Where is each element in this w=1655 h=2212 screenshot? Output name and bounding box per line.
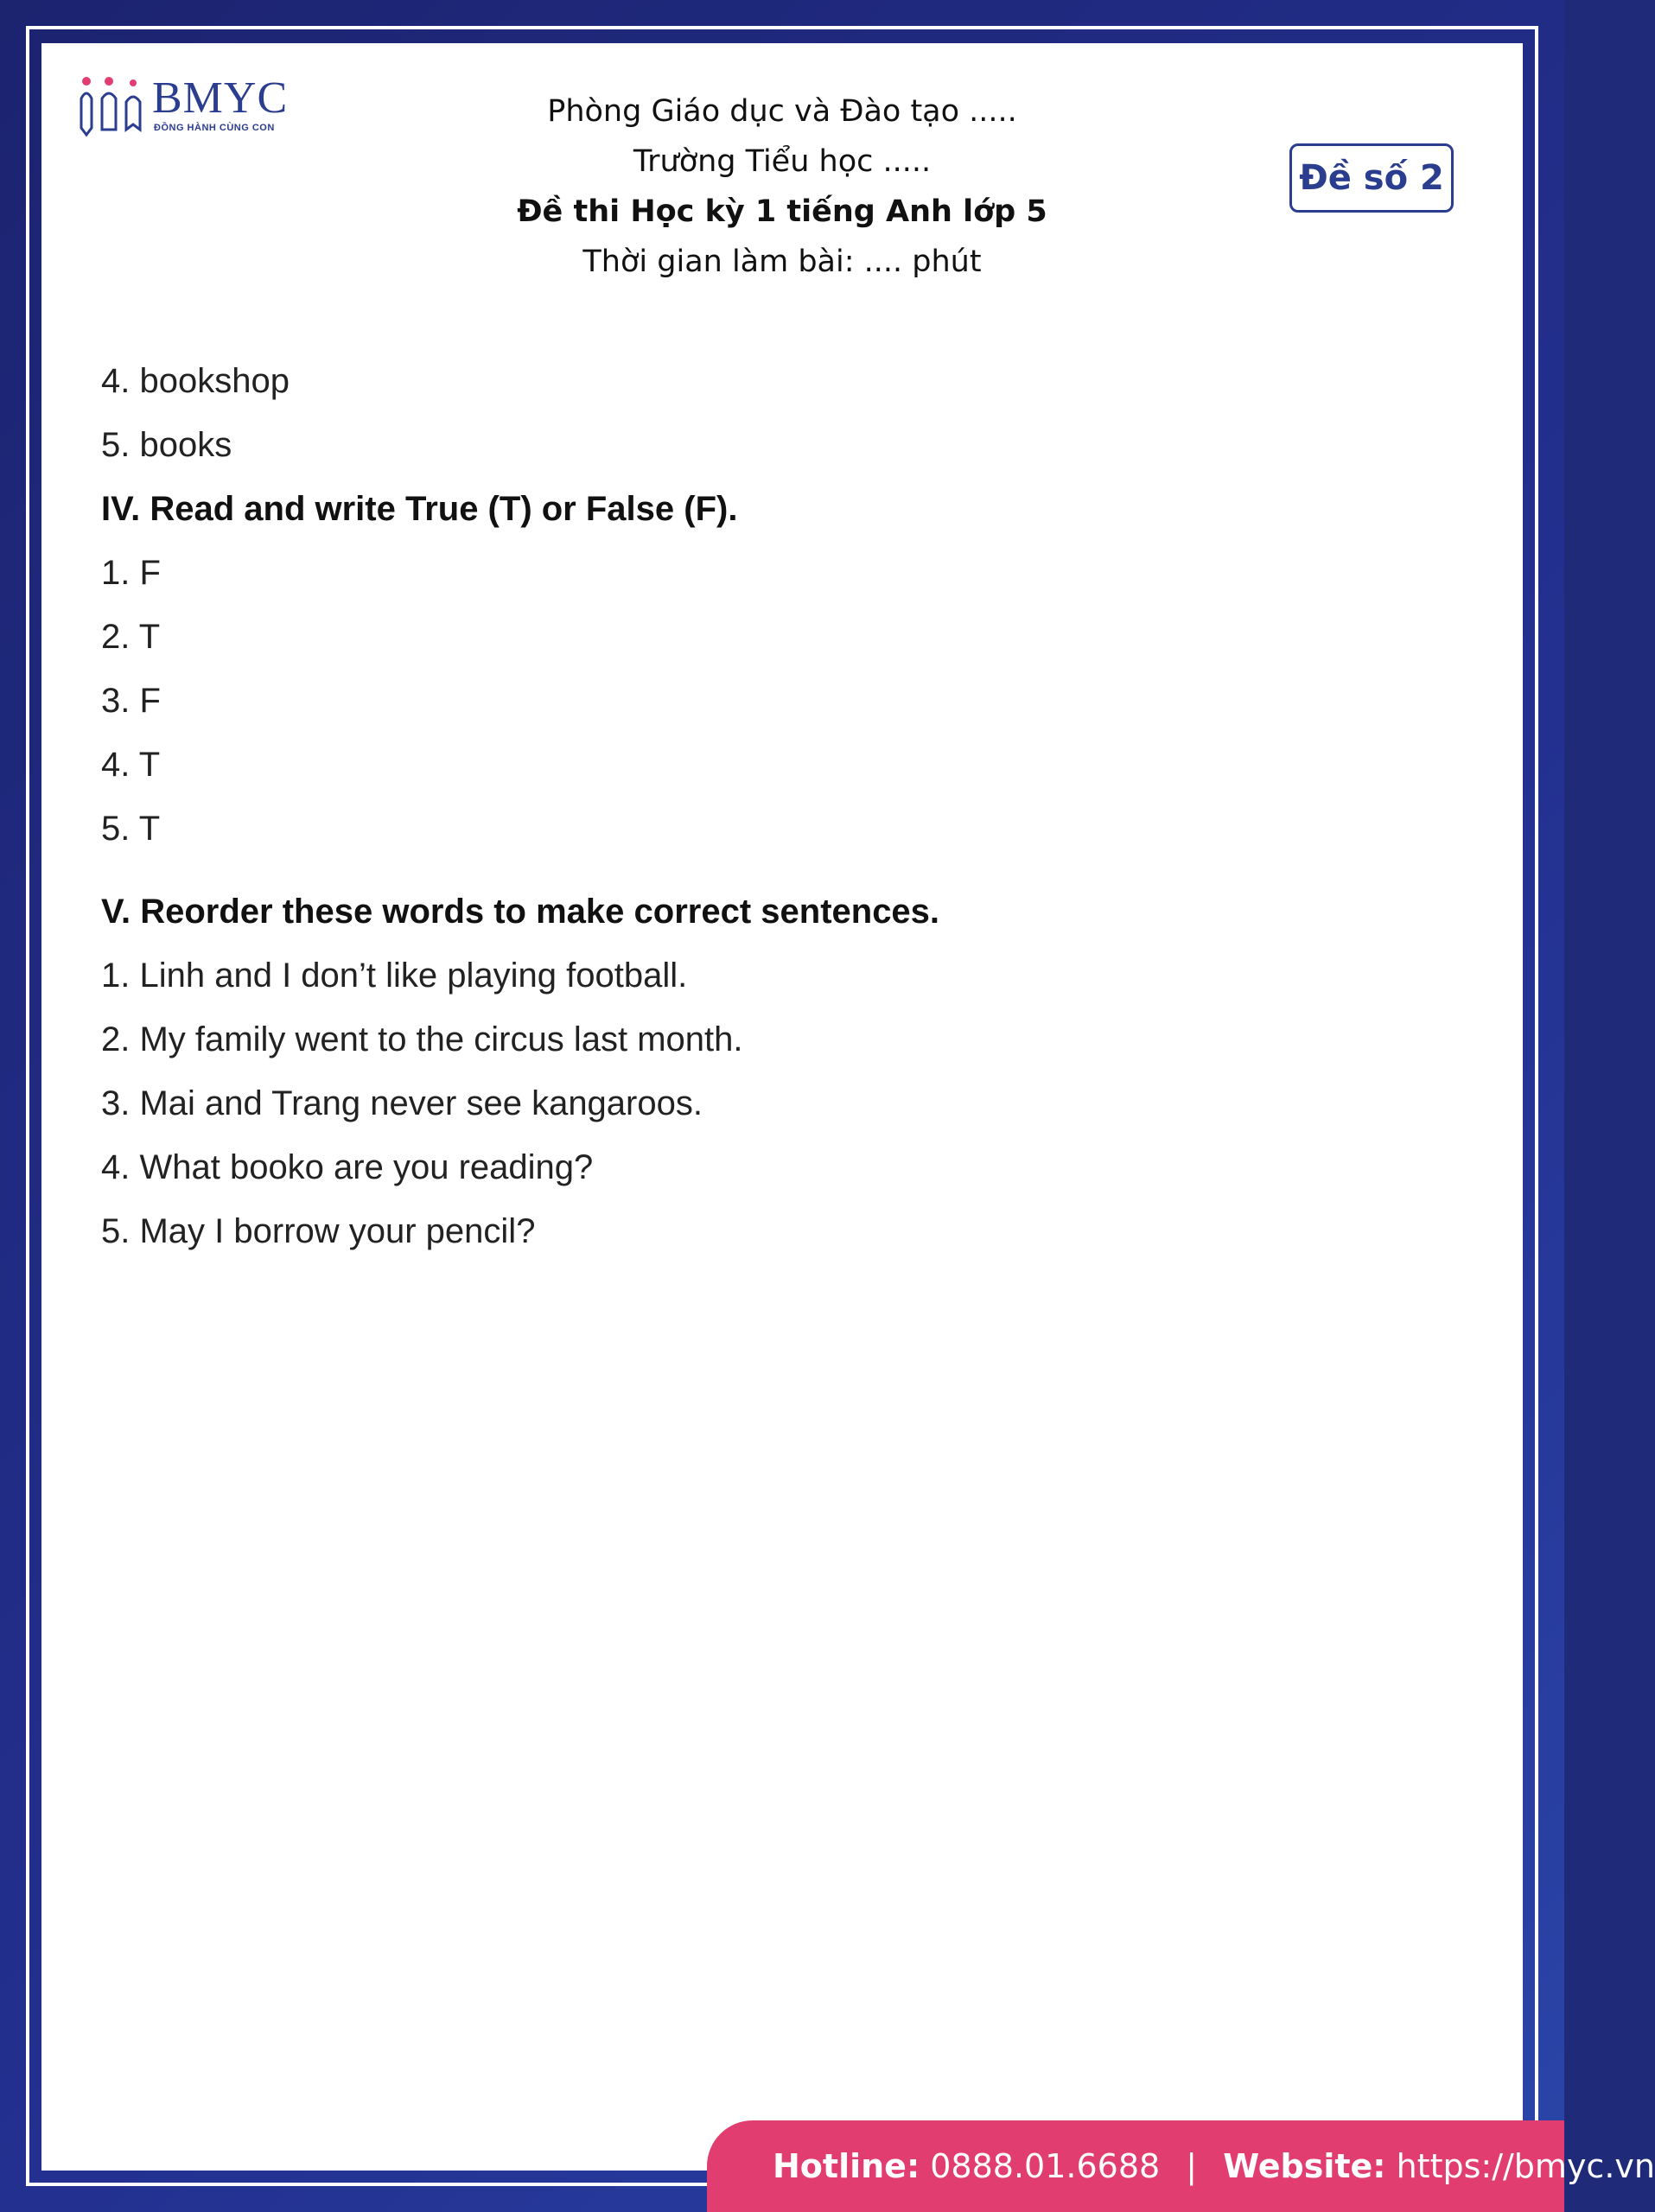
header-department: Phòng Giáo dục và Đào tạo ..... bbox=[547, 94, 1017, 129]
list-item: 5. books bbox=[101, 426, 232, 464]
header-duration: Thời gian làm bài: .... phút bbox=[582, 245, 982, 279]
list-item: 3. Mai and Trang never see kangaroos. bbox=[101, 1084, 703, 1122]
hotline-number[interactable]: 0888.01.6688 bbox=[930, 2147, 1161, 2185]
exam-number-badge: Đề số 2 bbox=[1289, 143, 1454, 213]
list-item: 1. Linh and I don’t like playing football. bbox=[101, 957, 688, 995]
section-heading-iv: IV. Read and write True (T) or False (F). bbox=[101, 490, 738, 528]
list-item: 3. F bbox=[101, 682, 161, 720]
hotline-label: Hotline: bbox=[773, 2147, 920, 2185]
list-item: 1. F bbox=[101, 554, 161, 592]
header-exam-title: Đề thi Học kỳ 1 tiếng Anh lớp 5 bbox=[517, 194, 1047, 229]
section-heading-v: V. Reorder these words to make correct sentences. bbox=[101, 893, 940, 931]
list-item: 4. T bbox=[101, 746, 161, 784]
list-item: 4. What booko are you reading? bbox=[101, 1148, 594, 1186]
contact-footer bbox=[707, 2120, 1655, 2212]
list-item: 5. T bbox=[101, 810, 161, 848]
website-link[interactable]: https://bmyc.vn bbox=[1396, 2147, 1655, 2185]
list-item: 4. bookshop bbox=[101, 362, 290, 400]
website-label: Website: bbox=[1223, 2147, 1386, 2185]
footer-separator: | bbox=[1186, 2147, 1198, 2185]
list-item: 5. May I borrow your pencil? bbox=[101, 1212, 536, 1250]
list-item: 2. T bbox=[101, 618, 161, 656]
list-item: 2. My family went to the circus last month. bbox=[101, 1020, 743, 1058]
answer-content bbox=[101, 349, 1449, 1263]
document-header bbox=[432, 86, 1132, 287]
bmyc-logo bbox=[78, 73, 302, 140]
logo-tagline: ĐỒNG HÀNH CÙNG CON bbox=[154, 123, 275, 133]
spacer bbox=[101, 861, 1449, 880]
logo-brand: BMYC bbox=[152, 73, 289, 123]
header-school: Trường Tiểu học ..... bbox=[633, 144, 932, 179]
logo-figures-icon bbox=[78, 73, 150, 140]
